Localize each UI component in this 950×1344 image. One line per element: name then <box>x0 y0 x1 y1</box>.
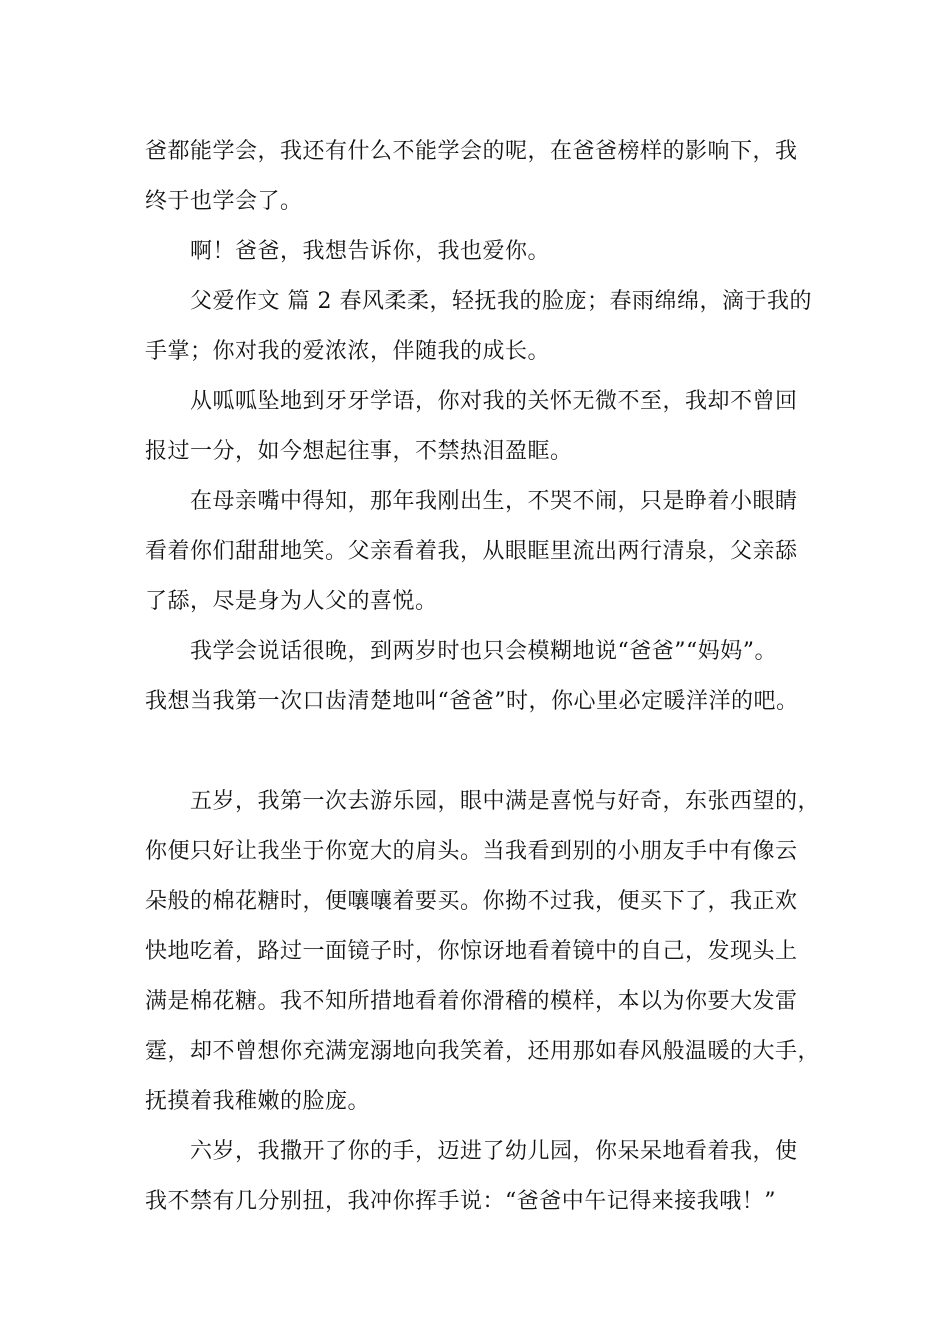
text-line: 报过一分，如今想起往事，不禁热泪盈眶。 <box>145 439 573 464</box>
text-line: 我不禁有几分别扭，我冲你挥手说：“爸爸中午记得来接我哦！” <box>145 1189 776 1214</box>
paragraph-first-line: 六岁，我撒开了你的手，迈进了幼儿园，你呆呆地看着我，使 <box>190 1139 798 1164</box>
paragraph-first-line: 在母亲嘴中得知，那年我刚出生，不哭不闹，只是睁着小眼睛 <box>190 489 798 514</box>
text-line: 抚摸着我稚嫩的脸庞。 <box>145 1089 371 1114</box>
text-line: 手掌；你对我的爱浓浓，伴随我的成长。 <box>145 339 551 364</box>
text-line: 快地吃着，路过一面镜子时，你惊讶地看着镜中的自己，发现头上 <box>145 939 798 964</box>
paragraph-first-line: 父爱作文 篇 2 春风柔柔，轻抚我的脸庞；春雨绵绵，滴于我的 <box>190 289 812 314</box>
paragraph-first-line: 五岁，我第一次去游乐园，眼中满是喜悦与好奇，东张西望的， <box>190 789 821 814</box>
text-line: 看着你们甜甜地笑。父亲看着我，从眼眶里流出两行清泉，父亲舔 <box>145 539 798 564</box>
text-line: 朵般的棉花糖时，便嚷嚷着要买。你拗不过我，便买下了，我正欢 <box>145 889 798 914</box>
paragraph-first-line: 从呱呱坠地到牙牙学语，你对我的关怀无微不至，我却不曾回 <box>190 389 798 414</box>
paragraph-first-line: 啊！爸爸，我想告诉你，我也爱你。 <box>190 239 551 264</box>
text-line: 我想当我第一次口齿清楚地叫“爸爸”时，你心里必定暖洋洋的吧。 <box>145 689 799 714</box>
paragraph-first-line: 我学会说话很晚，到两岁时也只会模糊地说“爸爸”“妈妈”。 <box>190 639 777 664</box>
text-line: 霆，却不曾想你充满宠溺地向我笑着，还用那如春风般温暖的大手， <box>145 1039 821 1064</box>
text-line: 终于也学会了。 <box>145 189 303 214</box>
text-line: 了舔，尽是身为人父的喜悦。 <box>145 589 438 614</box>
text-line: 爸都能学会，我还有什么不能学会的呢，在爸爸榜样的影响下，我 <box>145 139 798 164</box>
text-line: 你便只好让我坐于你宽大的肩头。当我看到别的小朋友手中有像云 <box>145 839 798 864</box>
text-line: 满是棉花糖。我不知所措地看着你滑稽的模样，本以为你要大发雷 <box>145 989 798 1014</box>
